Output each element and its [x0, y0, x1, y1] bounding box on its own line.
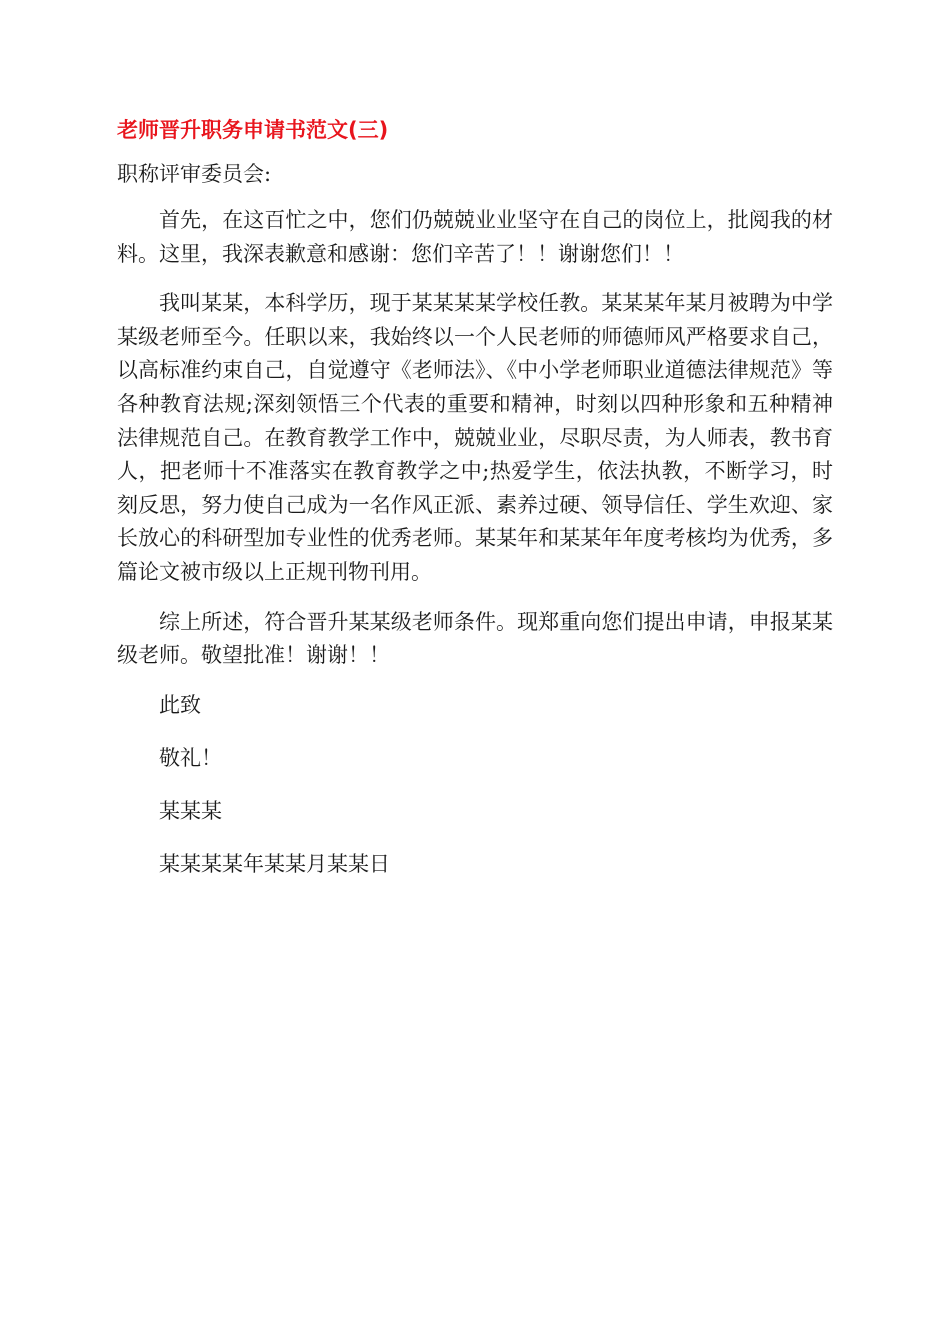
closing-line-cizhi: 此致	[159, 692, 201, 717]
signature: 某某某	[159, 798, 222, 823]
paragraph-opening: 首先，在这百忙之中，您们仍兢兢业业坚守在自己的岗位上，批阅我的材料。这里，我深表歉意和感谢：您们辛苦了！！谢谢您们！！	[117, 208, 833, 266]
paragraph-conclusion: 综上所述，符合晋升某某级老师条件。现郑重向您们提出申请，申报某某级老师。敬望批准！谢谢！！	[117, 609, 833, 668]
salutation: 职称评审委员会:	[117, 162, 272, 186]
date-line: 某某某某年某某月某某日	[159, 851, 390, 876]
document-body	[117, 112, 833, 901]
closing-line-jingli: 敬礼！	[159, 745, 222, 770]
paragraph-introduction: 我叫某某，本科学历，现于某某某某学校任教。某某某年某月被聘为中学某级老师至今。任职以来，我始终以一个人民老师的师德师风严格要求自己，以高标准约束自己，自觉遵守《老师法》、《中小学老师职业道德法律规范》等各种教育法规;深刻领悟三个代表的重要和精神，时刻以四种形象和五种精神法律规范自己。在教育教学工作中，兢兢业业，尽职尽责，为人师表，教书育人，把老师十不准落实在教育教学之中;热爱学生，依法执教，不断学习，时刻反思，努力使自己成为一名作风正派、素养过硬、领导信任、学生欢迎、家长放心的科研型加专业性的优秀老师。某某年和某某年年度考核均为优秀，多篇论文被市级以上正规刊物刊用。	[117, 291, 833, 584]
document-title: 老师晋升职务申请书范文(三)	[117, 118, 389, 142]
